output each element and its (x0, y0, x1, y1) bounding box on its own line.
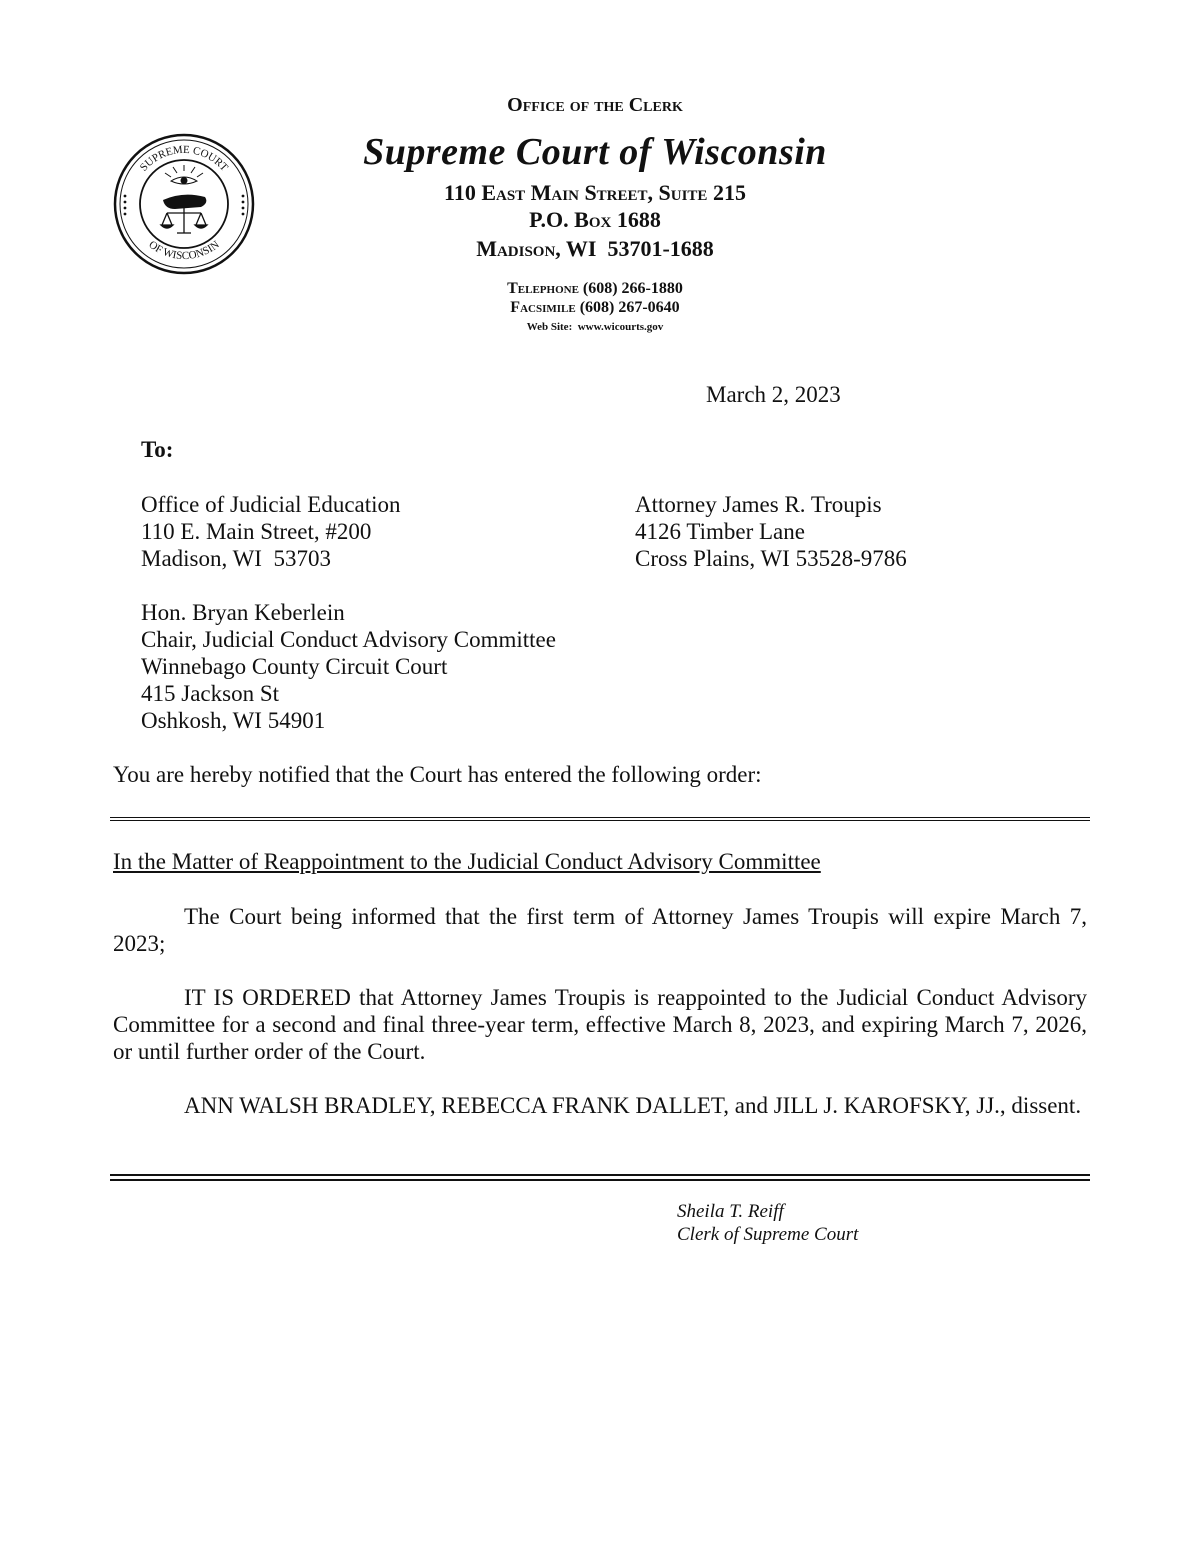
recipient-line: Oshkosh, WI 54901 (141, 708, 326, 733)
court-address-city: Madison, WI 53701-1688 (476, 236, 714, 261)
recipient-line: Madison, WI 53703 (141, 546, 331, 571)
recipient-hon-keberlein (141, 599, 556, 734)
to-label: To: (141, 437, 174, 462)
recipient-line: Office of Judicial Education (141, 492, 401, 517)
divider-bottom (110, 1174, 1090, 1181)
recipient-line: Hon. Bryan Keberlein (141, 600, 345, 625)
court-address-street: 110 East Main Street, Suite 215 (444, 180, 746, 205)
recipient-attorney-troupis (635, 491, 907, 572)
seal-top-text: SUPREME COURT (137, 143, 231, 174)
court-telephone: Telephone (608) 266-1880 (507, 280, 683, 297)
office-line: Office of the Clerk (507, 94, 683, 116)
recipient-line: Chair, Judicial Conduct Advisory Committee (141, 627, 556, 652)
order-notice: You are hereby notified that the Court has entered the following order: (113, 762, 762, 787)
letter-date: March 2, 2023 (706, 382, 841, 407)
recipient-line: 110 E. Main Street, #200 (141, 519, 372, 544)
recipient-office-judicial-education (141, 491, 401, 572)
court-seal (113, 133, 255, 275)
court-name: Supreme Court of Wisconsin (363, 131, 827, 173)
recipient-line: 4126 Timber Lane (635, 519, 805, 544)
court-website: Web Site: www.wicourts.gov (526, 321, 664, 333)
order-paragraph-2: IT IS ORDERED that Attorney James Troupis is reappointed to the Judicial Conduct Advisory Committee for a second and final three-year term, effective March 8, 2023, and expiring March 7, 2026, or until further order of the Court. (113, 985, 1087, 1064)
order-caption: In the Matter of Reappointment to the Judicial Conduct Advisory Committee (113, 849, 821, 874)
recipient-line: 415 Jackson St (141, 681, 279, 706)
court-facsimile: Facsimile (608) 267-0640 (510, 299, 680, 316)
order-paragraph-1: The Court being informed that the first term of Attorney James Troupis will expire March 7, 2023; (113, 904, 1087, 956)
order-paragraph-3: ANN WALSH BRADLEY, REBECCA FRANK DALLET, and JILL J. KAROFSKY, JJ., dissent. (184, 1093, 1082, 1118)
signature-name: Sheila T. Reiff (677, 1201, 784, 1222)
seal-bottom-text: OF WISCONSIN (146, 238, 222, 263)
recipient-line: Attorney James R. Troupis (635, 492, 882, 517)
divider-top (110, 817, 1090, 821)
recipient-line: Cross Plains, WI 53528-9786 (635, 546, 907, 571)
recipient-line: Winnebago County Circuit Court (141, 654, 448, 679)
signature-title: Clerk of Supreme Court (677, 1224, 859, 1245)
court-address-pobox: P.O. Box 1688 (529, 207, 661, 232)
